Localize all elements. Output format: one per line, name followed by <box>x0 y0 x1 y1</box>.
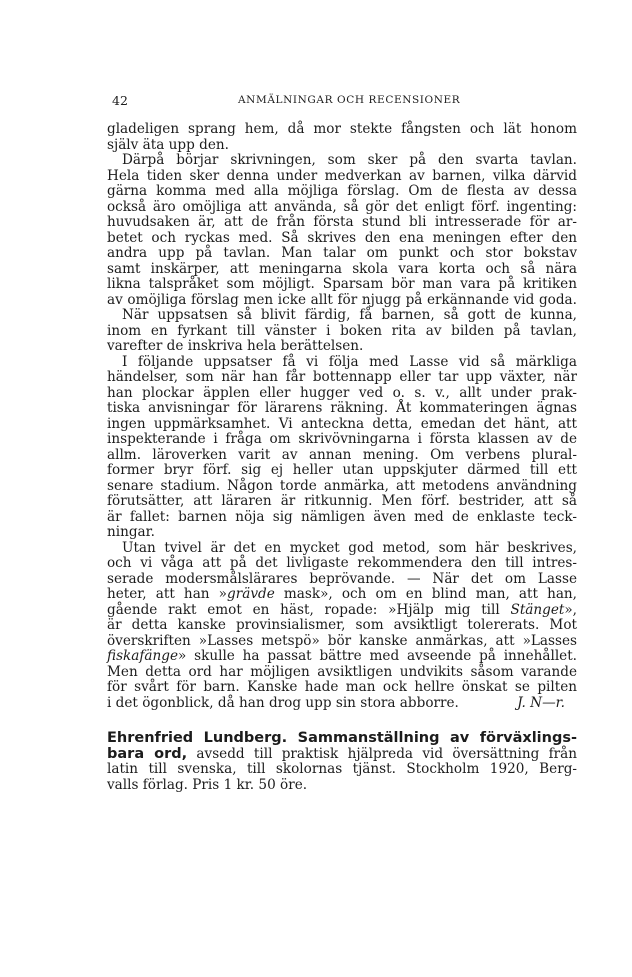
text-line: Därpå börjar skrivningen, som sker på den svarta tavlan. <box>122 152 577 168</box>
text-run: » skulle ha passat bättre med avseende på innehållet. <box>178 648 577 664</box>
book-page <box>107 93 577 793</box>
italic-word: fiskafänge <box>107 648 179 664</box>
text-line: tiska anvisningar för lärarens räkning. Åt kommateringen ägnas <box>107 400 577 416</box>
text-line: När uppsatsen så blivit färdig, få barnen, så gott de kunna, <box>122 307 577 323</box>
paragraph-4 <box>107 355 577 541</box>
text-line: inspekterande i fråga om skrivövningarna i första klassen av de <box>107 431 577 447</box>
text-line: Hela tiden sker denna under medverkan av barnen, vilka därvid <box>107 167 577 184</box>
text-line: I följande uppsatser få vi följa med Lasse vid så märkliga <box>122 353 577 370</box>
text-line: serade modersmålslärares beprövande. — När det om Lasse <box>107 570 577 587</box>
paragraph-1 <box>107 122 577 153</box>
text-line: också äro omöjliga att använda, så gör det enligt förf. ingenting: <box>107 198 577 215</box>
text-line: latin till svenska, till skolornas tjänst. Stockholm 1920, Berg- <box>107 761 577 777</box>
text-line: Men detta ord har möjligen avsiktligen undvikits såsom varande <box>107 663 577 680</box>
article-body <box>107 122 577 711</box>
text-line <box>107 696 577 712</box>
review-entry <box>107 731 577 793</box>
text-line: överskriften »Lasses metspö» bör kanske anmärkas, att »Lasses <box>107 632 577 649</box>
reviewer-signature: J. N—r. <box>517 694 565 711</box>
text-line <box>107 649 577 665</box>
text-run: mask», och om en blind man, att han, <box>274 586 578 602</box>
text-line: senare stadium. Någon torde anmärka, att metodens användning <box>107 477 577 494</box>
text-line: av omöjliga förslag men icke allt för njugg på erkännande vid goda. <box>107 291 577 308</box>
running-head <box>107 93 577 109</box>
text-line: betet och ryckas med. Så skrives den ena meningen efter den <box>107 229 577 246</box>
review-heading-end: bara ord, <box>107 745 188 762</box>
text-line: är detta kanske provinsialismer, som avsiktligt tolererats. Mot <box>107 617 577 633</box>
text-run: avsedd till praktisk hjälpreda vid översättning från <box>187 745 577 762</box>
text-line: händelser, som när han får bottennapp eller tar upp växter, när <box>107 369 577 385</box>
text-line: likna talspråket som möjligt. Sparsam bör man vara på kritiken <box>107 276 577 292</box>
paragraph-3 <box>107 308 577 355</box>
text-line: andra upp på tavlan. Man talar om punkt och stor bokstav <box>107 245 577 261</box>
text-line: ningar. <box>107 524 155 540</box>
text-line: former bryr förf. sig ej heller utan uppskjuter därmed till ett <box>107 462 577 478</box>
italic-word: grävde <box>227 586 275 602</box>
text-line: samt inskärper, att meningarna skola vara korta och så nära <box>107 260 577 277</box>
paragraph-2 <box>107 153 577 308</box>
text-run: gående rakt emot en häst, ropade: »Hjälp mig till <box>107 601 511 618</box>
text-line: själv äta upp den. <box>107 136 229 153</box>
text-run: », <box>564 601 577 618</box>
text-line: valls förlag. Pris 1 kr. 50 öre. <box>107 776 308 793</box>
text-line: inom en fyrkant till vänster i boken rita av bilden på tavlan, <box>107 322 577 339</box>
text-line: Utan tvivel är det en mycket god metod, som här beskrives, <box>122 539 577 556</box>
review-heading: Ehrenfried Lundberg. Sammanställning av förväxlings- <box>107 730 577 746</box>
text-line: huvudsaken är, att de från första stund bli intresserade för ar- <box>107 214 577 230</box>
text-run: i det ögonblick, då han drog upp sin stora abborre. <box>107 694 459 711</box>
text-line: varefter de inskriva hela berättelsen. <box>107 338 364 354</box>
text-line: är fallet: barnen nöja sig nämligen även med de enklaste teck- <box>107 508 577 525</box>
paragraph-5 <box>107 541 577 712</box>
text-line: förutsätter, att läraren är ritkunnig. Men förf. bestrider, att så <box>107 493 577 509</box>
text-line: ingen uppmärksamhet. Vi anteckna detta, emedan det hänt, att <box>107 415 577 432</box>
text-line: och vi våga att på det livligaste rekommendera den till intres- <box>107 555 577 571</box>
running-title: ANMÄLNINGAR OCH RECENSIONER <box>238 94 461 106</box>
text-run: heter, att han » <box>107 586 228 602</box>
text-line: gladeligen sprang hem, då mor stekte fångsten och lät honom <box>107 121 577 137</box>
text-line: för svårt för barn. Kanske hade man ock hellre önskat se pilten <box>107 679 577 695</box>
italic-word: Stänget <box>510 601 565 618</box>
page-number: 42 <box>112 93 128 108</box>
text-line: han plockar äpplen eller hugger ved o. s. v., allt under prak- <box>107 384 577 401</box>
text-line: gärna komma med alla möjliga förslag. Om de flesta av dessa <box>107 183 577 199</box>
text-line: allm. läroverken varit av annan mening. Om verbens plural- <box>107 446 577 463</box>
text-line <box>107 747 577 763</box>
text-line <box>107 587 577 603</box>
text-line <box>107 603 577 619</box>
